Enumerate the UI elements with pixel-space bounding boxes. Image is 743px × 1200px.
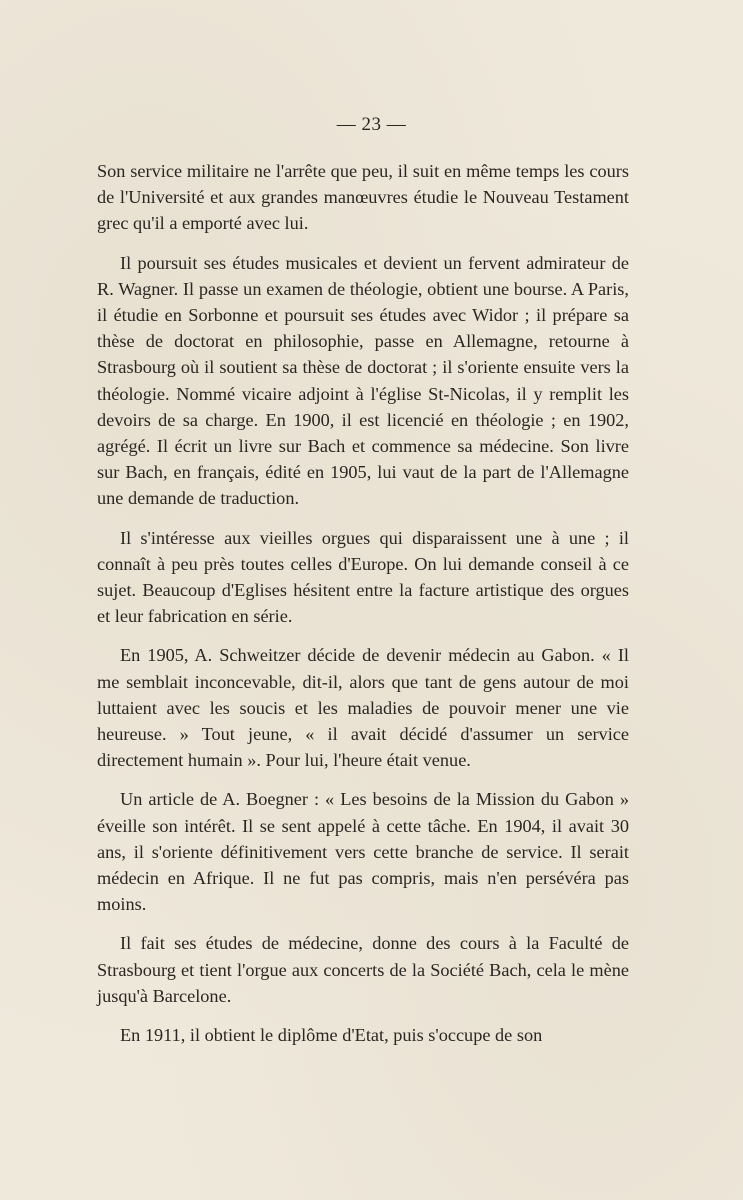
- paragraph: Son service militaire ne l'arrête que peu, il suit en même temps les cours de l'Université et aux grandes manœuvres étudie le Nouveau Testament grec qu'il a emporté avec lui.: [97, 161, 629, 234]
- page-number: — 23 —: [336, 114, 407, 135]
- paragraph: Il s'intéresse aux vieilles orgues qui disparaissent une à une ; il connaît à peu près toutes celles d'Europe. On lui demande conseil à ce sujet. Beaucoup d'Eglises hésitent entre la facture artistique des orgues et leur fabrication en série.: [97, 527, 629, 627]
- body-text: [97, 158, 629, 1048]
- paragraph: En 1905, A. Schweitzer décide de devenir médecin au Gabon. « Il me semblait inconcevable, dit-il, alors que tant de gens autour de moi luttaient avec les soucis et les maladies de pouvoir mener une vie heureuse. » Tout jeune, « il avait décidé d'assumer un service directement humain ». Pour lui, l'heure était venue.: [97, 645, 629, 771]
- paragraph: En 1911, il obtient le diplôme d'Etat, puis s'occupe de son: [120, 1025, 543, 1046]
- paragraph: Un article de A. Boegner : « Les besoins de la Mission du Gabon » éveille son intérêt. Il se sent appelé à cette tâche. En 1904, il avait 30 ans, il s'oriente définitivement vers cette branche de service. Il serait médecin en Afrique. Il ne fut pas compris, mais n'en persévéra pas moins.: [97, 789, 629, 915]
- paragraph: Il poursuit ses études musicales et devient un fervent admirateur de R. Wagner. Il passe un examen de théologie, obtient une bourse. A Paris, il étudie en Sorbonne et poursuit ses études avec Widor ; il prépare sa thèse de doctorat en philosophie, passe en Allemagne, retourne à Strasbourg où il soutient sa thèse de doctorat ; il s'oriente ensuite vers la théologie. Nommé vicaire adjoint à l'église St-Nicolas, il y remplit les devoirs de sa charge. En 1900, il est licencié en théologie ; en 1902, agrégé. Il écrit un livre sur Bach et commence sa médecine. Son livre sur Bach, en français, édité en 1905, lui vaut de la part de l'Allemagne une demande de traduction.: [97, 252, 629, 509]
- paragraph: Il fait ses études de médecine, donne des cours à la Faculté de Strasbourg et tient l'orgue aux concerts de la Société Bach, cela le mène jusqu'à Barcelone.: [97, 933, 629, 1006]
